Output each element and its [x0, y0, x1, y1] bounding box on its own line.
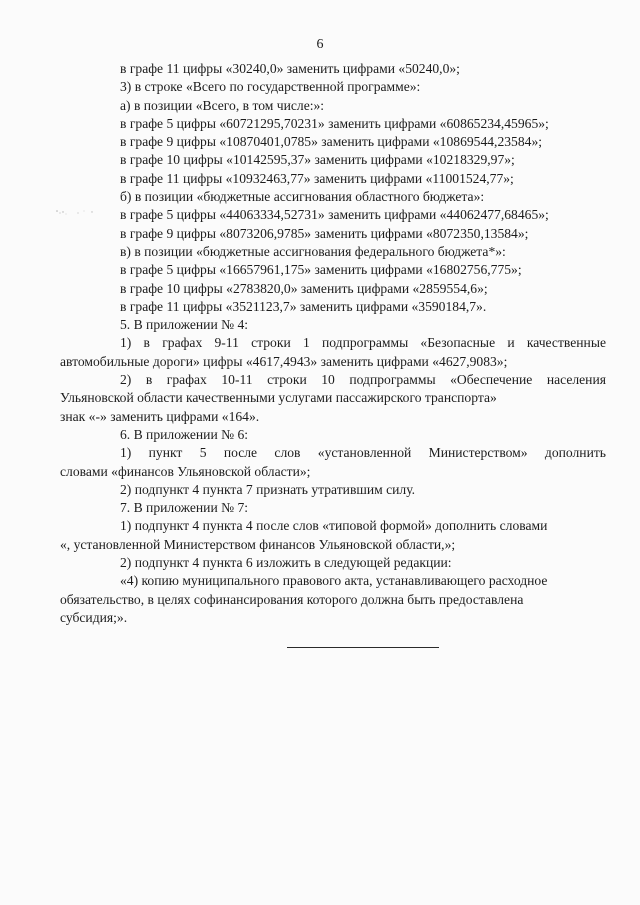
- document-body: [60, 60, 606, 627]
- text-line: в графе 10 цифры «2783820,0» заменить цифрами «2859554,6»;: [120, 280, 488, 296]
- text-line: а) в позиции «Всего, в том числе:»:: [120, 97, 325, 113]
- text-line: в графе 9 цифры «8073206,9785» заменить цифрами «8072350,13584»;: [120, 225, 529, 241]
- text-line: в графе 5 цифры «60721295,70231» заменить цифрами «60865234,45965»;: [120, 115, 549, 131]
- scan-artifact: [54, 208, 98, 216]
- section-heading: 7. В приложении № 7:: [120, 500, 249, 516]
- text-line: 2) подпункт 4 пункта 7 признать утратившим силу.: [120, 481, 416, 497]
- text-line: знак «-» заменить цифрами «164».: [60, 408, 260, 424]
- text-line: Ульяновской области качественными услугами пассажирского транспорта»: [60, 390, 497, 406]
- text-line: в графе 11 цифры «10932463,77» заменить цифрами «11001524,77»;: [120, 170, 514, 186]
- text-line: 1) пункт 5 после слов «установленной Министерством» дополнить: [120, 445, 606, 461]
- text-line: 2) подпункт 4 пункта 6 изложить в следующей редакции:: [120, 555, 452, 571]
- text-line: в графе 5 цифры «16657961,175» заменить цифрами «16802756,775»;: [120, 262, 522, 278]
- text-line: «4) копию муниципального правового акта, устанавливающего расходное: [120, 573, 548, 589]
- page-number: 6: [316, 37, 324, 52]
- text-line: 2) в графах 10-11 строки 10 подпрограммы «Обеспечение населения: [120, 372, 606, 388]
- text-line: в графе 5 цифры «44063334,52731» заменить цифрами «44062477,68465»;: [120, 207, 549, 223]
- text-line: 3) в строке «Всего по государственной программе»:: [120, 79, 421, 95]
- text-line: в графе 11 цифры «3521123,7» заменить цифрами «3590184,7».: [120, 298, 487, 314]
- text-line: в) в позиции «бюджетные ассигнования федерального бюджета*»:: [120, 243, 506, 259]
- text-line: 1) в графах 9-11 строки 1 подпрограммы «Безопасные и качественные: [120, 335, 606, 351]
- section-heading: 6. В приложении № 6:: [120, 426, 249, 442]
- text-line: автомобильные дороги» цифры «4617,4943» заменить цифрами «4627,9083»;: [60, 353, 508, 369]
- text-line: б) в позиции «бюджетные ассигнования областного бюджета»:: [120, 189, 485, 205]
- text-line: в графе 10 цифры «10142595,37» заменить цифрами «10218329,97»;: [120, 152, 515, 168]
- closing-separator-line: [287, 647, 439, 648]
- section-heading: 5. В приложении № 4:: [120, 317, 249, 333]
- text-line: 1) подпункт 4 пункта 4 после слов «типовой формой» дополнить словами: [120, 518, 548, 534]
- text-line: в графе 11 цифры «30240,0» заменить цифрами «50240,0»;: [120, 61, 460, 76]
- text-line: «, установленной Министерством финансов Ульяновской области,»;: [60, 536, 456, 552]
- text-line: субсидия;».: [60, 609, 128, 625]
- text-line: в графе 9 цифры «10870401,0785» заменить цифрами «10869544,23584»;: [120, 134, 543, 150]
- text-line: обязательство, в целях софинансирования которого должна быть предоставлена: [60, 591, 524, 607]
- text-line: словами «финансов Ульяновской области»;: [60, 463, 311, 479]
